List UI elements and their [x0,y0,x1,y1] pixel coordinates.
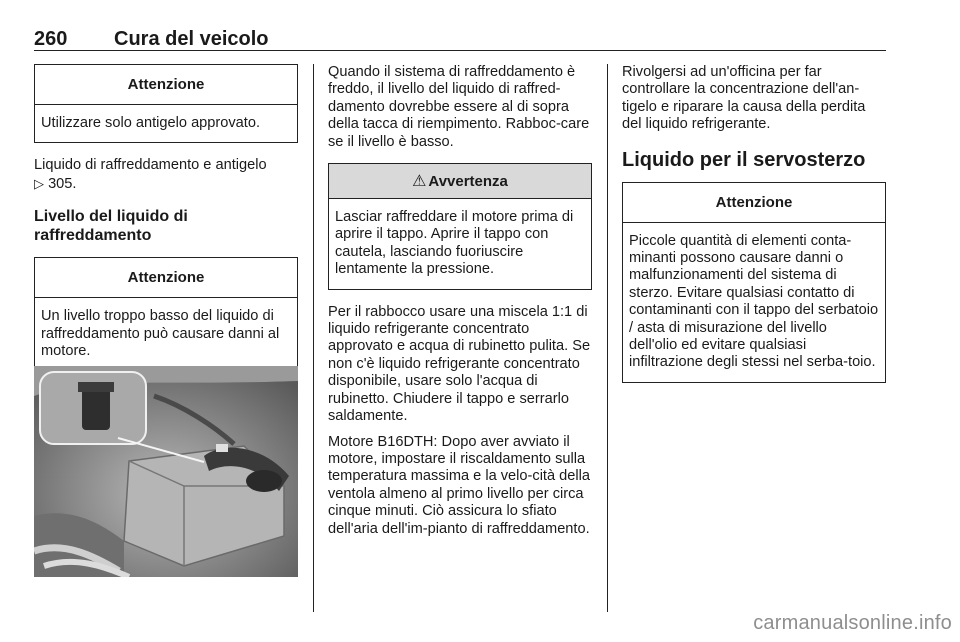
attention-box-text: Piccole quantità di elementi conta-minanti possono causare danni o malfunzionamenti del sistema di sterzo. Evitare qualsiasi contatto di contaminanti con il tappo del serbatoio / asta di misurazione del livello dell'olio ed evitare qualsiasi infiltrazione degli stessi nel serba-toio. [629,232,879,371]
chapter-title: Cura del veicolo [114,28,269,50]
refill-mixture-paragraph: Per il rabbocco usare una miscela 1:1 di liquido refrigerante concentrato approvato e acqua di rubinetto pulita. Se non c'è liquido refrigerante concentrato disponibile, usare solo l'acqua di rubinetto. Chiudere il tappo e serrarlo saldamente. [328,303,591,425]
column-right [622,64,886,395]
column-middle [328,64,592,546]
attention-box-text: Un livello troppo basso del liquido di raffreddamento può causare danni al motore. [41,308,280,360]
column-divider-1 [313,64,314,612]
page-number: 260 [34,28,68,50]
warning-box-title: Avvertenza [428,173,508,191]
coolant-reference-text: Liquido di raffreddamento e antigelo [34,157,267,174]
warning-box-text: Lasciar raffreddare il motore prima di aprire il tappo. Aprire il tappo con cautela, lasciando fuoriuscire lentamente la pressione. [335,209,574,278]
warning-triangle-icon: ⚠ [412,173,427,191]
warning-box-cap [328,163,592,290]
attention-box-title: Attenzione [35,65,297,105]
coolant-level-paragraph: Quando il sistema di raffreddamento è freddo, il livello del liquido di raffred-damento dovrebbe essere al di sopra della tacca di riempimento. Rabboc-care se il livello è basso. [328,64,590,150]
coolant-reference-paragraph [34,157,298,193]
attention-box-antifreeze [34,64,298,143]
page-header [34,28,886,51]
attention-box-title: Attenzione [623,183,885,223]
attention-box-text: Utilizzare solo antigelo approvato. [41,115,261,131]
warning-box-header [329,164,591,199]
column-left [34,64,298,383]
power-steering-heading: Liquido per il servosterzo [622,148,866,171]
engine-bay-illustration [34,366,298,577]
attention-box-power-steering [622,182,886,383]
watermark: carmanualsonline.info [753,612,952,634]
engine-b16dth-paragraph: Motore B16DTH: Dopo aver avviato il motore, impostare il riscaldamento sulla temperatura massima e la velo-cità della ventola almeno al primo livello per circa cinque minuti. Ciò assicura lo sfiato dell'aria dell'im-pianto di raffreddamento. [328,433,590,537]
coolant-level-heading: Livello del liquido di raffreddamento [34,208,188,245]
coolant-page-reference[interactable]: 305. [48,175,77,192]
page-reference-arrow-icon: ▷ [34,175,44,191]
attention-box-title: Attenzione [35,258,297,298]
column-divider-2 [607,64,608,612]
workshop-paragraph: Rivolgersi ad un'officina per far controllare la concentrazione dell'an-tigelo e riparare la causa della perdita del liquido refrigerante. [622,64,866,133]
engine-coolant-reservoir-photo [34,366,298,577]
attention-box-coolant-level [34,257,298,371]
